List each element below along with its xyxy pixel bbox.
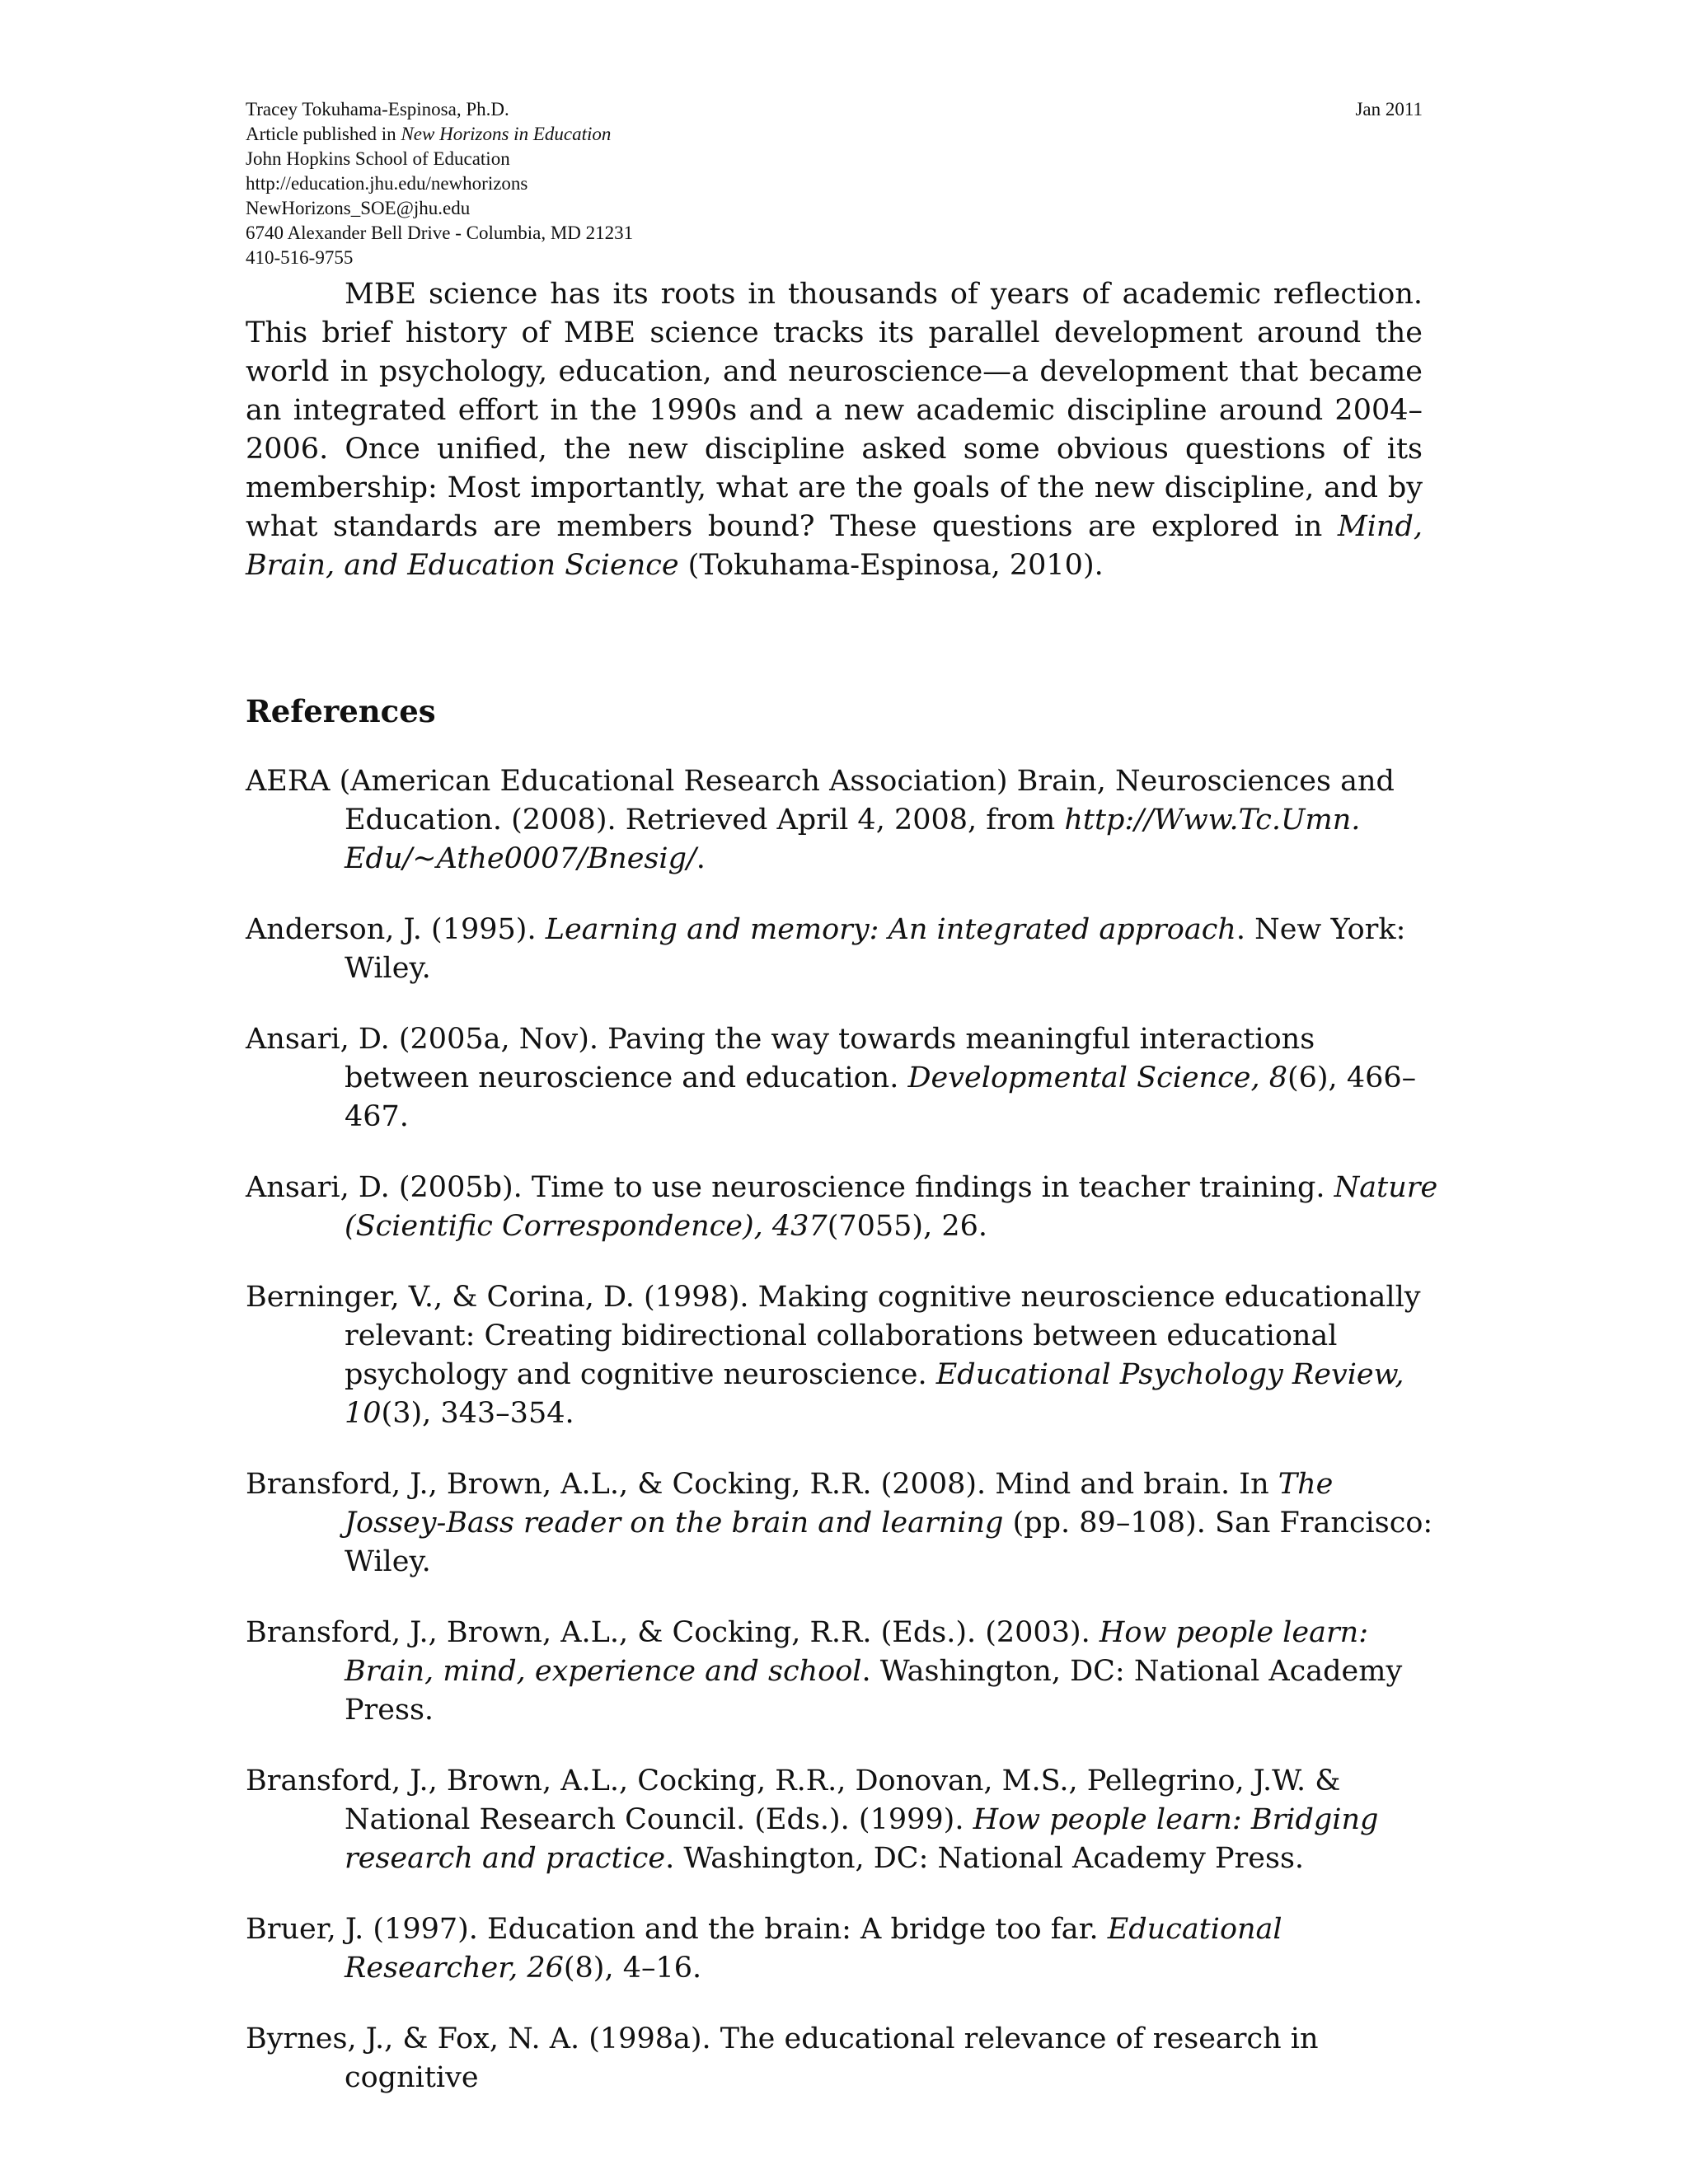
reference-text: Bransford, J., Brown, A.L., & Cocking, R.R. (2008). Mind and brain. In: [246, 1468, 1278, 1501]
reference-italic: Developmental Science, 8: [907, 1062, 1287, 1094]
reference-item: [246, 2020, 1441, 2097]
header-phone: 410-516-9755: [246, 247, 354, 268]
reference-item: [246, 762, 1441, 879]
reference-italic: Nature (Scientific Correspondence), 437: [345, 1171, 1438, 1243]
reference-italic: How people learn: Brain, mind, experience and school: [345, 1616, 1369, 1688]
school-name: John Hopkins School of Education: [246, 148, 510, 169]
reference-italic: Educational Researcher, 26: [345, 1913, 1282, 1985]
reference-tail: . New York: Wiley.: [345, 913, 1406, 985]
reference-tail: (6), 466–467.: [345, 1062, 1417, 1133]
document-header: [246, 97, 1423, 270]
reference-tail: (8), 4–16.: [563, 1952, 702, 1985]
body-paragraph: [246, 275, 1423, 585]
reference-item: [246, 1020, 1441, 1137]
body-text-before: MBE science has its roots in thousands of years of academic reflection. This brief history of MBE science tracks its parallel development around the world in psychology, education, and neuroscience—a development that became an integrated effort in the 1990s and a new academic discipline around 2004–2006. Once unified, the new discipline asked some obvious questions of its membership: Most importantly, what are the goals of the new discipline, and by what standards are members bound? These questions are explored in: [246, 278, 1423, 543]
header-email: NewHorizons_SOE@jhu.edu: [246, 198, 471, 218]
reference-text: Bransford, J., Brown, A.L., & Cocking, R.R. (Eds.). (2003).: [246, 1616, 1100, 1649]
body-book-title: Mind, Brain, and Education Science: [246, 510, 1423, 582]
publication-prefix: Article published in: [246, 124, 401, 144]
reference-italic: The Jossey-Bass reader on the brain and learning: [345, 1468, 1334, 1540]
header-address: 6740 Alexander Bell Drive - Columbia, MD 21231: [246, 223, 634, 243]
reference-italic: http://Www.Tc.Umn. Edu/~Athe0007/Bnesig/: [345, 804, 1361, 875]
author-name: Tracey Tokuhama-Espinosa, Ph.D.: [246, 99, 509, 120]
reference-italic: How people learn: Bridging research and practice: [345, 1803, 1379, 1875]
reference-text: Ansari, D. (2005a, Nov). Paving the way towards meaningful interactions between neuroscience and education.: [246, 1023, 1315, 1094]
publication-line: [246, 122, 1423, 147]
reference-text: Bransford, J., Brown, A.L., Cocking, R.R., Donovan, M.S., Pellegrino, J.W. & National Research Council. (Eds.). (1999).: [246, 1765, 1341, 1836]
references-heading: References: [246, 693, 436, 729]
reference-tail: (pp. 89–108). San Francisco: Wiley.: [345, 1507, 1433, 1578]
reference-tail: . Washington, DC: National Academy Press.: [345, 1655, 1403, 1727]
reference-tail: . Washington, DC: National Academy Press.: [665, 1842, 1305, 1875]
reference-item: [246, 1910, 1441, 1988]
reference-tail: (3), 343–354.: [381, 1397, 574, 1430]
references-list: [246, 762, 1441, 2130]
header-url: http://education.jhu.edu/newhorizons: [246, 173, 528, 194]
reference-text: Berninger, V., & Corina, D. (1998). Making cognitive neuroscience educationally relevant: Creating bidirectional collaborations between educational psychology and cognitive neuroscience.: [246, 1281, 1421, 1391]
reference-text: Bruer, J. (1997). Education and the brain: A bridge too far.: [246, 1913, 1108, 1946]
reference-item: [246, 1762, 1441, 1878]
reference-tail: (7055), 26.: [827, 1210, 987, 1243]
reference-item: [246, 1278, 1441, 1433]
reference-item: [246, 1614, 1441, 1730]
reference-text: Anderson, J. (1995).: [246, 913, 546, 946]
reference-text: Byrnes, J., & Fox, N. A. (1998a). The educational relevance of research in cognitive: [246, 2022, 1319, 2094]
reference-tail: .: [696, 842, 706, 875]
body-text-after: (Tokuhama-Espinosa, 2010).: [678, 549, 1104, 582]
reference-item: [246, 911, 1441, 988]
reference-italic: Learning and memory: An integrated approach: [545, 913, 1236, 946]
reference-item: [246, 1465, 1441, 1582]
publication-title: New Horizons in Education: [401, 124, 612, 144]
reference-text: AERA (American Educational Research Association) Brain, Neurosciences and Education. (2008). Retrieved April 4, 2008, from: [246, 765, 1395, 837]
reference-text: Ansari, D. (2005b). Time to use neuroscience findings in teacher training.: [246, 1171, 1334, 1204]
reference-italic: Educational Psychology Review, 10: [345, 1358, 1404, 1430]
reference-item: [246, 1169, 1441, 1246]
header-date: Jan 2011: [1355, 99, 1423, 120]
